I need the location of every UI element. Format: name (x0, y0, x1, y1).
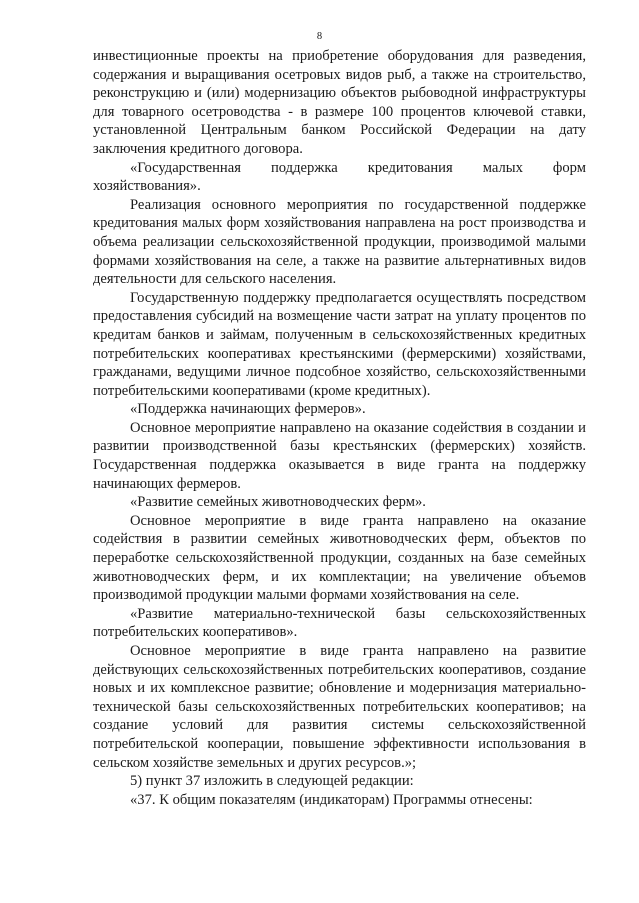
paragraph-small-forms-subsidies: Государственную поддержку предполагается осуществлять посредством предоставления субсидий на возмещение части затрат на уплату процентов по кредитам банков и займам, полученным в сельскохозяйственных кредитных потребительских кооперативах крестьянскими (фермерскими) хозяйствами, гражданами, ведущими личное подсобное хозяйство, сельскохозяйственными потребительскими кооперативами (кроме кредитных). (93, 289, 586, 399)
paragraph-family-farms: Основное мероприятие в виде гранта направлено на оказание содействия в развитии семейных животноводческих ферм, объектов по переработке сельскохозяйственной продукции, созданных на базе семейных животноводческих ферм, и их комплектации; на увеличение объемов производимой продукции малыми формами хозяйствования на селе. (93, 512, 586, 604)
paragraph-item-37: «37. К общим показателям (индикаторам) Программы отнесены: (130, 791, 533, 808)
paragraph-beginning-farmers: Основное мероприятие направлено на оказание содействия в создании и развитии производственной базы крестьянских (фермерских) хозяйств. Государственная поддержка оказывается в виде гранта на поддержку начинающих фермеров. (93, 419, 586, 492)
section-heading-family-farms: «Развитие семейных животноводческих ферм». (130, 494, 426, 511)
section-heading-cooperatives-base: «Развитие материально-технической базы сельскохозяйственных потребительских кооперативов». (93, 605, 586, 641)
page-number: 8 (316, 31, 323, 42)
paragraph-cooperatives-base: Основное мероприятие в виде гранта направлено на развитие действующих сельскохозяйственных потребительских кооперативов, создание новых и их комплексное развитие; обновление и модернизация материально-технической базы сельскохозяйственных потребительских кооперативов; на создание условий для развития системы сельскохозяйственной потребительской кооперации, повышение эффективности использования в сельском хозяйстве земельных и других ресурсов.»; (93, 643, 586, 771)
paragraph-small-forms-purpose: Реализация основного мероприятия по государственной поддержке кредитования малых форм хозяйствования направлена на рост производства и объема реализации сельскохозяйственной продукции, производимой малыми формами хозяйствования на селе, а также на развитие альтернативных видов деятельности для сельского населения. (93, 196, 586, 288)
paragraph-continued-investment: инвестиционные проекты на приобретение оборудования для разведения, содержания и выращивания осетровых видов рыб, а также на строительство, реконструкцию и (или) модернизацию объектов рыбоводной инфраструктуры для товарного осетроводства - в размере 100 процентов ключевой ставки, установленной Центральным банком Российской Федерации на дату заключения кредитного договора. (93, 48, 586, 157)
paragraph-item-5: 5) пункт 37 изложить в следующей редакции: (130, 773, 414, 790)
section-heading-beginning-farmers: «Поддержка начинающих фермеров». (130, 401, 366, 418)
document-body (93, 47, 586, 809)
section-heading-small-forms-credit: «Государственная поддержка кредитования малых форм хозяйствования». (93, 159, 586, 195)
